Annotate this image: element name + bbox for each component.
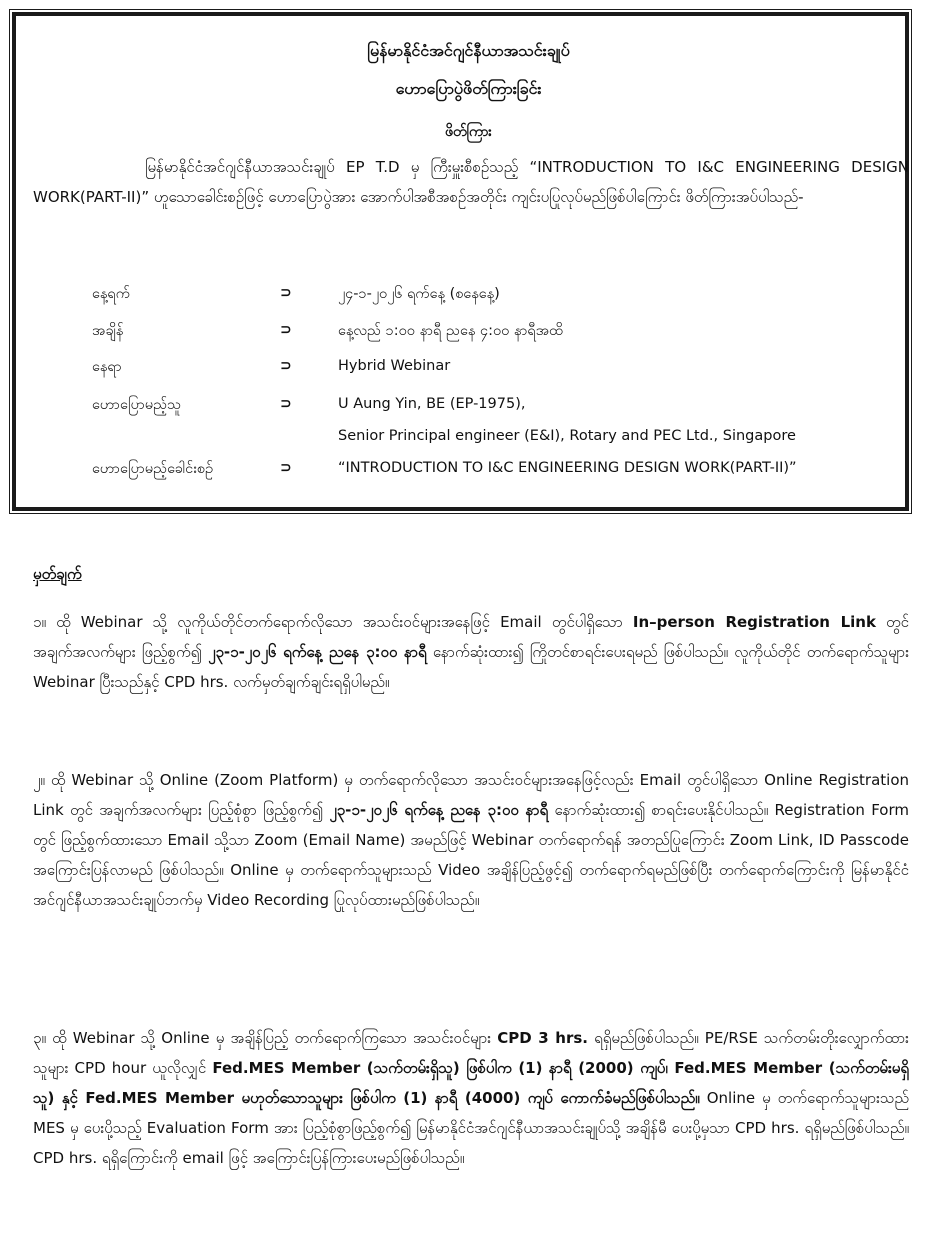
note2-text: ၂။ ထို Webinar သို့ Online (Zoom Platform) မှ တက်ရောက်လိုသော အသင်းဝင်များအနေဖြင့်လည်း Email တွင်ပါရှိသော Online Registration Link တွင် အချက်အလက်များ ပြည့်စုံစွာ ဖြည့်စွက်၍ xyxy=(33,771,909,819)
speaker-line-2: Senior Principal engineer (E&I), Rotary and PEC Ltd., Singapore xyxy=(338,428,796,444)
note1-deadline: ၂၃-၁-၂၀၂၆ ရက်နေ့ ညနေ ၃:၀၀ နာရီ xyxy=(208,643,427,661)
invitation-subtitle: ဟောပြောပွဲဖိတ်ကြားခြင်း xyxy=(395,79,542,98)
topic-separator: ⊃ xyxy=(280,460,292,476)
ornament: ဖိတ်ကြား xyxy=(445,124,492,140)
note1-text-2: တွင် အချက်အလက်များ ဖြည့်စွက်၍ xyxy=(33,613,909,661)
notes-title: မှတ်ချက် xyxy=(33,565,82,583)
time-label: အချိန် xyxy=(92,323,124,339)
note-paragraph-2 xyxy=(33,765,909,915)
venue-value: Hybrid Webinar xyxy=(338,358,451,374)
venue-label: နေရာ xyxy=(92,359,122,375)
speaker-line-1: U Aung Yin, BE (EP-1975), xyxy=(338,396,526,412)
speaker-label: ဟောပြောမည့်သူ xyxy=(92,397,182,413)
note-paragraph-1 xyxy=(33,607,909,697)
date-separator: ⊃ xyxy=(280,285,292,301)
speaker-separator: ⊃ xyxy=(280,396,292,412)
topic-value: “INTRODUCTION TO I&C ENGINEERING DESIGN WORK(PART-II)” xyxy=(338,460,797,476)
venue-separator: ⊃ xyxy=(280,358,292,374)
note2-text-2: နောက်ဆုံးထား၍ စာရင်းပေးနိုင်ပါသည်။ Registration Form တွင် ဖြည့်စွက်ထားသော Email သို့သာ Zoom (Email Name) အမည်ဖြင့် Webinar တက်ရောက်ရန် အတည်ပြုကြောင်း Zoom Link, ID Passcode အကြောင်းပြန်လာမည် ဖြစ်ပါသည်။ Online မှ တက်ရောက်သူများသည် Video အချိန်ပြည့်ဖွင့်၍ တက်ရောက်ရမည်ဖြစ်ပြီး တက်ရောက်ကြောင်းကို မြန်မာနိုင်ငံအင်ဂျင်နီယာအသင်းချုပ်ဘက်မှ Video Recording ပြုလုပ်ထားမည်ဖြစ်ပါသည်။ xyxy=(33,801,909,909)
time-separator: ⊃ xyxy=(280,322,292,338)
intro-text: မြန်မာနိုင်ငံအင်ဂျင်နီယာအသင်းချုပ် EP T.D မှ ကြီးမှူးစီစဉ်သည့် “INTRODUCTION TO I&C ENGINEERING DESIGN WORK(PART-II)” ဟူသောခေါင်းစဉ်ဖြင့် ဟောပြောပွဲအား အောက်ပါအစီအစဉ်အတိုင်း ကျင်းပပြုလုပ်မည်ဖြစ်ပါကြောင်း ဖိတ်ကြားအပ်ပါသည်- xyxy=(33,158,909,206)
note3-text-3: Online မှ တက်ရောက်သူများသည် MES မှ ပေးပို့သည့် Evaluation Form အား ပြည့်စုံစွာဖြည့်စွက်၍ မြန်မာနိုင်ငံအင်ဂျင်နီယာအသင်းချုပ်သို့ အချိန်မီ ပေးပို့မှသာ CPD hrs. ရရှိမည်ဖြစ်ပါသည်။ CPD hrs. ရရှိကြောင်းကို email ဖြင့် အကြောင်းပြန်ကြားပေးမည်ဖြစ်ပါသည်။ xyxy=(33,1089,909,1167)
note1-link-name: In–person Registration Link xyxy=(632,613,876,631)
note-paragraph-3 xyxy=(33,1023,909,1173)
note3-text-2: ရရှိမည်ဖြစ်ပါသည်။ PE/RSE သက်တမ်းတိုးလျှောက်ထားသူများ CPD hour ယူလိုလျှင် xyxy=(33,1029,909,1077)
note1-text: ၁။ ထို Webinar သို့ လူကိုယ်တိုင်တက်ရောက်လိုသော အသင်းဝင်များအနေဖြင့် Email တွင်ပါရှိသော xyxy=(33,613,633,631)
intro-paragraph xyxy=(33,152,909,212)
date-value: ၂၄-၁-၂၀၂၆ ရက်နေ့ (စနေနေ့) xyxy=(338,286,500,302)
note3-fees: Fed.MES Member (သက်တမ်းရှိသူ) ဖြစ်ပါက (1) နာရီ (2000) ကျပ်၊ Fed.MES Member (သက်တမ်းမရှိသူ) နှင့် Fed.MES Member မဟုတ်သောသူများ ဖြစ်ပါက (1) နာရီ (4000) ကျပ် ကောက်ခံမည်ဖြစ်ပါသည်။ xyxy=(33,1059,909,1107)
date-label: နေ့ရက် xyxy=(92,286,130,302)
note3-cpd-hours: CPD 3 hrs. xyxy=(497,1029,588,1047)
note1-text-3: နောက်ဆုံးထား၍ ကြိုတင်စာရင်းပေးရမည် ဖြစ်ပါသည်။ လူကိုယ်တိုင် တက်ရောက်သူများ Webinar ပြီးသည်နှင့် CPD hrs. လက်မှတ်ချက်ချင်းရရှိပါမည်။ xyxy=(33,643,909,691)
note3-text: ၃။ ထို Webinar သို့ Online မှ အချိန်ပြည့် တက်ရောက်ကြသော အသင်းဝင်များ xyxy=(33,1029,498,1047)
time-value: နေ့လည် ၁:၀၀ နာရီ ညနေ ၄:၀၀ နာရီအထိ xyxy=(338,323,564,339)
org-title: မြန်မာနိုင်ငံအင်ဂျင်နီယာအသင်းချုပ် xyxy=(367,41,570,60)
topic-label: ဟောပြောမည့်ခေါင်းစဉ် xyxy=(92,461,214,477)
note2-deadline: ၂၃-၁-၂၀၂၆ ရက်နေ့ ညနေ ၃:၀၀ နာရီ xyxy=(329,801,549,819)
